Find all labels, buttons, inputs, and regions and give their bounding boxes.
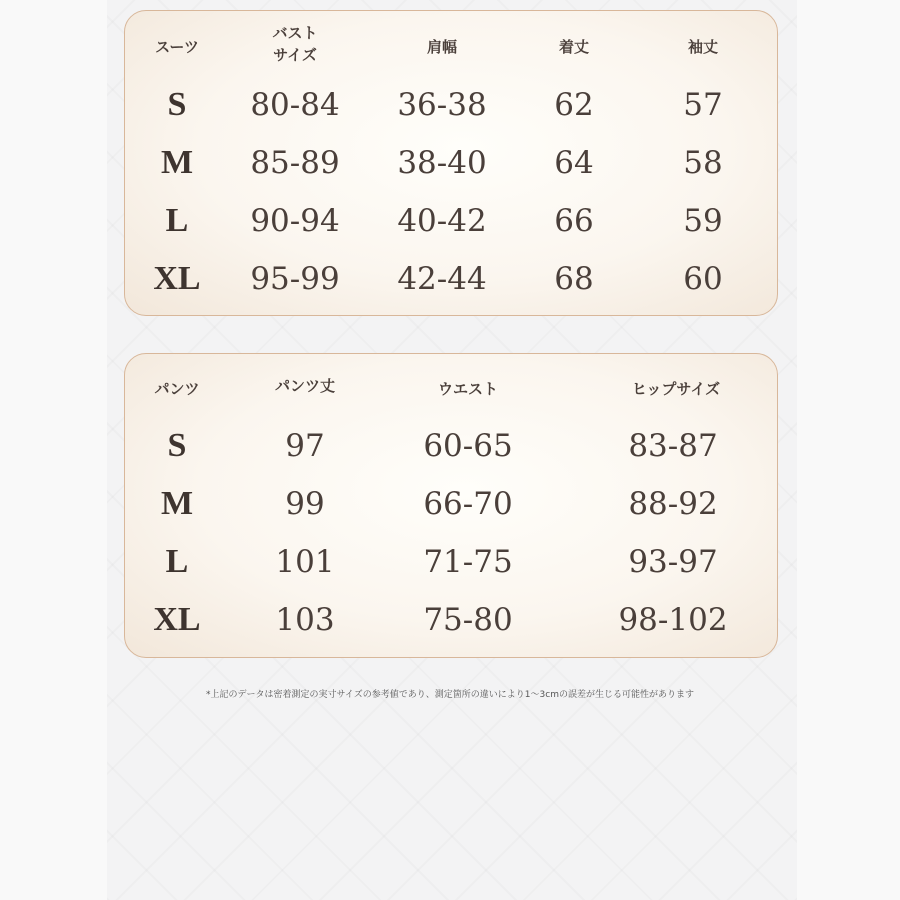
header-suit: スーツ — [155, 38, 199, 56]
header-pants-length: パンツ丈 — [274, 377, 336, 395]
suit-bust-value: 95-99 — [250, 261, 340, 297]
pants-size-label: M — [160, 485, 194, 522]
suit-length-value: 62 — [554, 87, 594, 123]
suit-bust-value: 90-94 — [250, 203, 340, 239]
suit-shoulder-value: 42-44 — [397, 261, 487, 297]
pants-waist-value: 75-80 — [423, 602, 513, 638]
suit-sleeve-value: 59 — [683, 203, 723, 239]
pants-size-label: L — [165, 543, 189, 580]
header-bust-line1: バスト — [272, 24, 318, 42]
header-bust-line2: サイズ — [273, 46, 317, 64]
header-hip: ヒップサイズ — [631, 380, 721, 398]
header-length: 着丈 — [558, 38, 590, 56]
suit-shoulder-value: 38-40 — [397, 145, 487, 181]
header-bust — [272, 22, 317, 66]
pants-waist-value: 71-75 — [423, 544, 513, 580]
pants-size-label: XL — [153, 601, 201, 638]
suit-sleeve-value: 60 — [683, 261, 723, 297]
pants-size-label: S — [167, 427, 187, 464]
suit-length-value: 64 — [554, 145, 594, 181]
suit-bust-value: 80-84 — [250, 87, 340, 123]
pants-length-value: 101 — [275, 544, 335, 580]
pants-hip-value: 98-102 — [618, 602, 728, 638]
suit-size-label: XL — [153, 260, 201, 297]
suit-size-label: M — [160, 144, 194, 181]
suit-length-value: 68 — [554, 261, 594, 297]
suit-length-value: 66 — [554, 203, 594, 239]
suit-size-table — [124, 10, 778, 316]
pants-waist-value: 60-65 — [423, 428, 513, 464]
header-shoulder: 肩幅 — [426, 38, 458, 56]
pants-hip-value: 83-87 — [628, 428, 718, 464]
header-sleeve: 袖丈 — [687, 38, 719, 56]
suit-shoulder-value: 40-42 — [397, 203, 487, 239]
header-waist: ウエスト — [437, 380, 499, 398]
suit-sleeve-value: 57 — [683, 87, 723, 123]
pants-waist-value: 66-70 — [423, 486, 513, 522]
suit-shoulder-value: 36-38 — [397, 87, 487, 123]
measurement-footnote: *上記のデータは密着測定の実寸サイズの参考値であり、測定箇所の違いにより1～3cmの誤差が生じる可能性があります — [206, 690, 694, 700]
pants-length-value: 99 — [285, 486, 325, 522]
pants-size-table — [124, 353, 778, 658]
header-pants: パンツ — [154, 380, 200, 398]
pants-hip-value: 88-92 — [628, 486, 718, 522]
suit-sleeve-value: 58 — [683, 145, 723, 181]
suit-size-label: L — [165, 202, 189, 239]
suit-bust-value: 85-89 — [250, 145, 340, 181]
pants-length-value: 97 — [285, 428, 325, 464]
suit-size-label: S — [167, 86, 187, 123]
pants-hip-value: 93-97 — [628, 544, 718, 580]
pants-length-value: 103 — [275, 602, 335, 638]
